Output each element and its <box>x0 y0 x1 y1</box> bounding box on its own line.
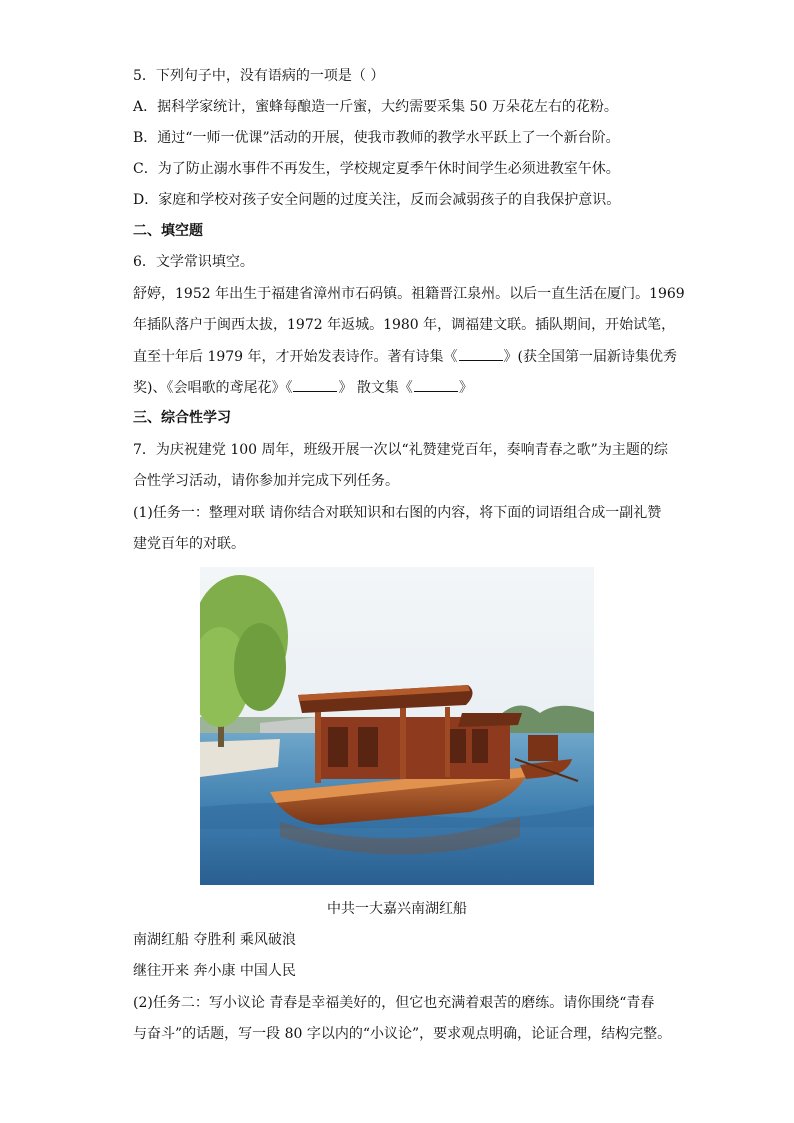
q5-option-a: A．据科学家统计，蜜蜂每酿造一斤蜜，大约需要采集 50 万朵花左右的花粉。 <box>133 99 618 115</box>
q7-task2-line-1: (2)任务二：写小议论 青春是幸福美好的，但它也充满着艰苦的磨练。请你围绕“青春 <box>133 995 655 1011</box>
section-title-comprehensive: 三、综合性学习 <box>133 410 231 426</box>
q6-line-1: 舒婷，1952 年出生于福建省漳州市石码镇。祖籍晋江泉州。以后一直生活在厦门。1969 <box>133 286 685 302</box>
q6-line-4 <box>133 377 673 398</box>
photo-caption: 中共一大嘉兴南湖红船 <box>327 901 467 917</box>
q7-task2-line-2: 与奋斗”的话题，写一段 80 字以内的“小议论”，要求观点明确，论证合理，结构完整。 <box>133 1026 672 1042</box>
section-title-fill-blank: 二、填空题 <box>133 223 203 239</box>
word-list-line-2: 继往开来 奔小康 中国人民 <box>133 963 296 979</box>
word-list-line-1: 南湖红船 夺胜利 乘风破浪 <box>133 932 296 948</box>
q6-line-2: 年插队落户于闽西太拔，1972 年返城。1980 年，调福建文联。插队期间，开始试笔， <box>133 317 676 333</box>
q6-line-3-text: 直至十年后 1979 年，才开始发表诗作。著有诗集《 <box>133 349 458 365</box>
q6-line-4-c: 》 <box>458 380 473 396</box>
q6-line-3-tail: 》(获全国第一届新诗集优秀 <box>503 349 677 365</box>
q6-stem: 6．文学常识填空。 <box>133 254 254 270</box>
red-boat-illustration <box>200 567 594 885</box>
answer-blank[interactable] <box>459 346 503 361</box>
q7-task1-line-2: 建党百年的对联。 <box>133 536 245 552</box>
q7-task1-line-1: (1)任务一：整理对联 请你结合对联知识和右图的内容，将下面的词语组合成一副礼赞 <box>133 505 662 521</box>
q5-stem: 5．下列句子中，没有语病的一项是（ ） <box>133 68 385 84</box>
q5-option-b: B．通过“一师一优课”活动的开展，使我市教师的教学水平跃上了一个新台阶。 <box>133 130 620 146</box>
answer-blank[interactable] <box>293 377 337 392</box>
q6-line-4-b: 》 散文集《 <box>338 380 413 396</box>
q7-stem-line-1: 7．为庆祝建党 100 周年，班级开展一次以“礼赞建党百年，奏响青春之歌”为主题的综 <box>133 442 668 458</box>
red-boat-photo <box>200 567 594 885</box>
q7-stem-line-2: 合性学习活动，请你参加并完成下列任务。 <box>133 473 399 489</box>
q6-line-3 <box>133 346 677 367</box>
q5-option-d: D．家庭和学校对孩子安全问题的过度关注，反而会减弱孩子的自我保护意识。 <box>133 192 621 208</box>
q6-line-4-a: 奖)、《会唱歌的鸢尾花》《 <box>133 380 293 396</box>
q5-option-c: C．为了防止溺水事件不再发生，学校规定夏季午休时间学生必须进教室午休。 <box>133 161 620 177</box>
answer-blank[interactable] <box>414 377 458 392</box>
